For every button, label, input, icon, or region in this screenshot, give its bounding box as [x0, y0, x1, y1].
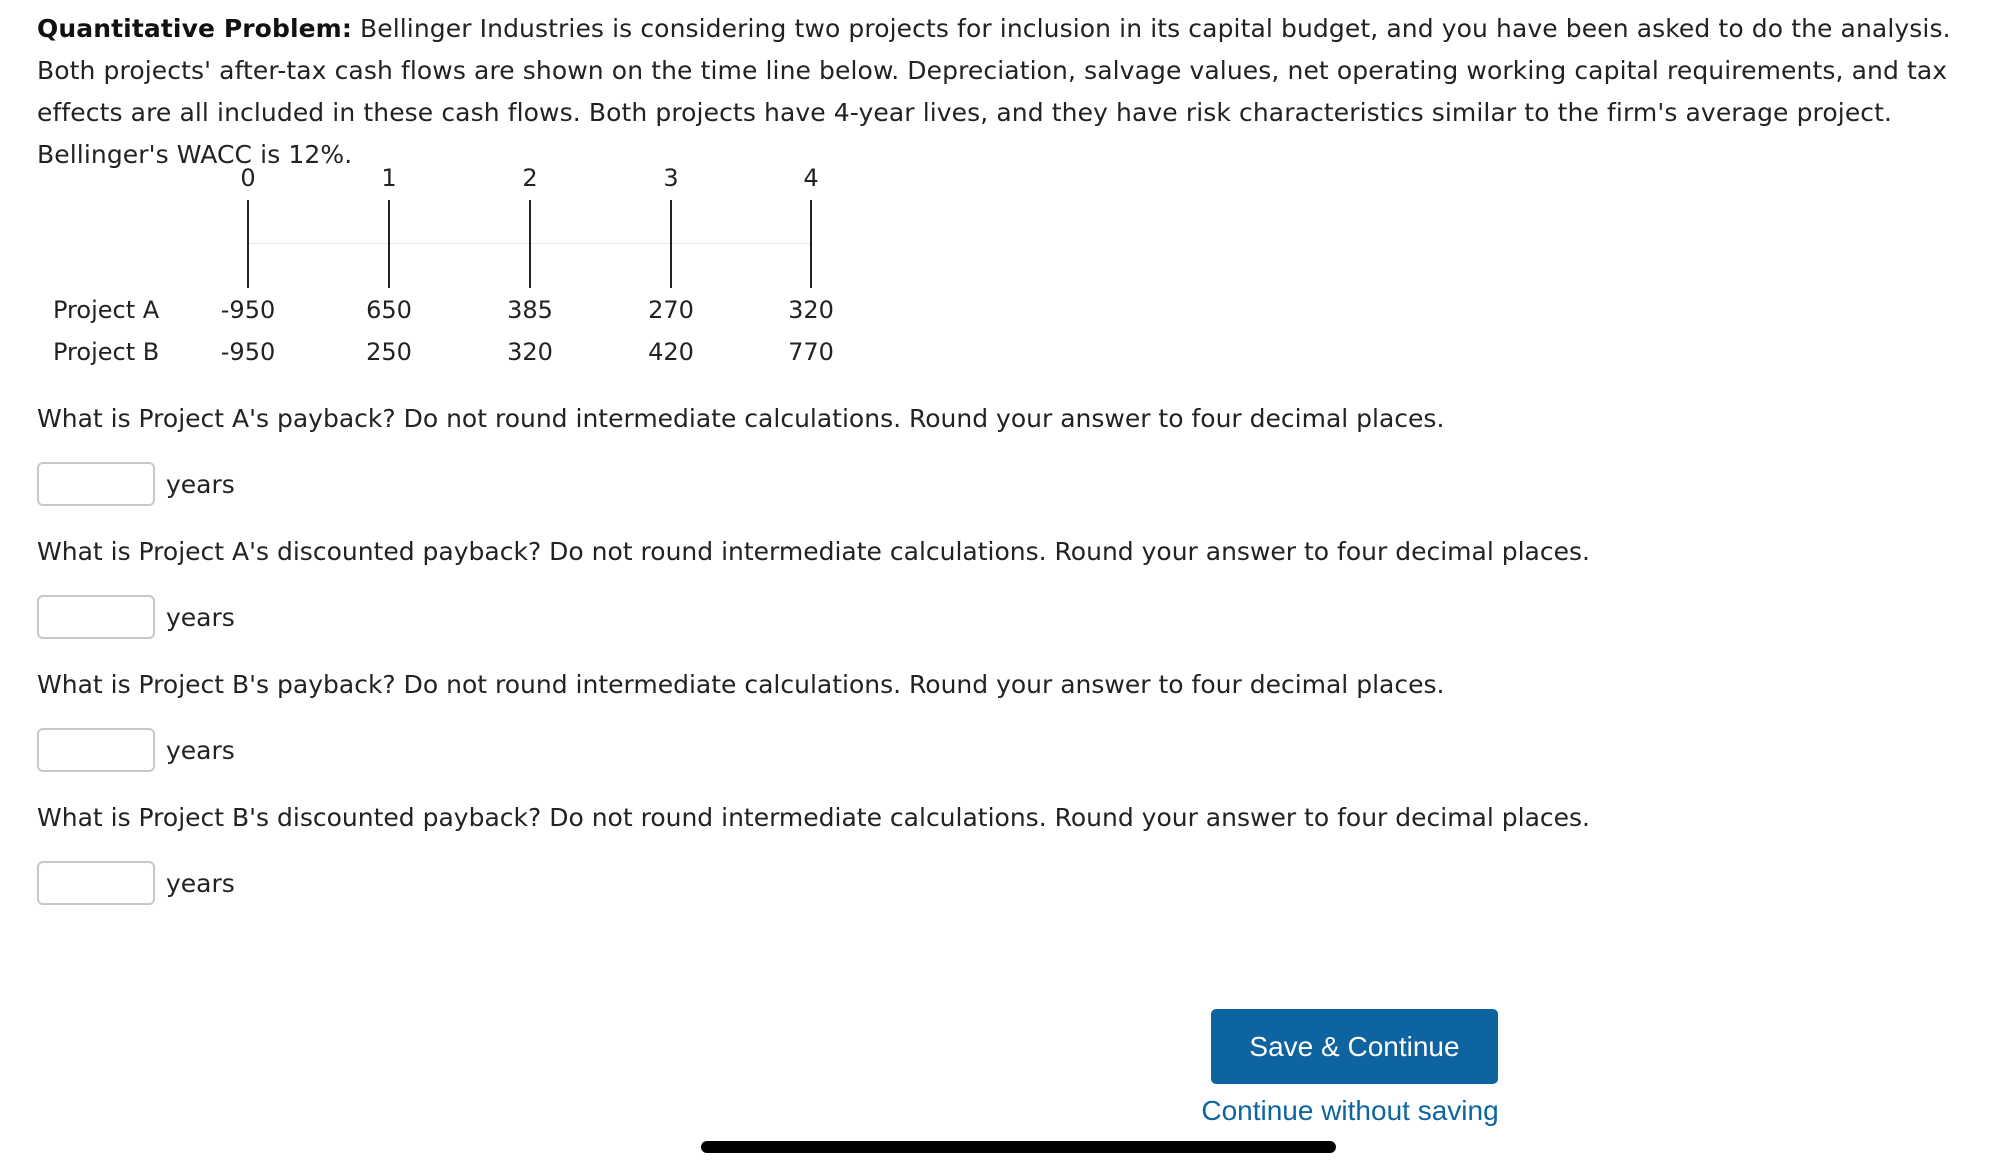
period-label-4: 4 — [803, 164, 819, 192]
period-tick-2 — [529, 200, 531, 288]
cash-flow-b-1: 250 — [366, 338, 412, 366]
question-a-payback: What is Project A's payback? Do not round intermediate calculations. Round your answer to four decimal places. — [37, 404, 1445, 433]
period-label-2: 2 — [522, 164, 538, 192]
cash-flow-a-3: 270 — [648, 296, 694, 324]
period-label-3: 3 — [663, 164, 679, 192]
period-tick-0 — [247, 200, 249, 288]
timeline-axis — [248, 243, 810, 244]
question-b-discounted-payback: What is Project B's discounted payback? Do not round intermediate calculations. Round your answer to four decimal places. — [37, 803, 1591, 832]
period-label-1: 1 — [381, 164, 397, 192]
answer-input-b-payback[interactable] — [37, 728, 155, 772]
save-and-continue-button[interactable]: Save & Continue — [1211, 1009, 1498, 1084]
cash-flow-a-1: 650 — [366, 296, 412, 324]
home-indicator-bar[interactable] — [701, 1141, 1336, 1153]
row-label-project-a: Project A — [53, 296, 160, 324]
problem-statement — [37, 8, 1987, 176]
period-tick-1 — [388, 200, 390, 288]
cash-flow-a-4: 320 — [788, 296, 834, 324]
cash-flow-a-2: 385 — [507, 296, 553, 324]
question-a-discounted-payback: What is Project A's discounted payback? Do not round intermediate calculations. Round your answer to four decimal places. — [37, 537, 1590, 566]
problem-heading: Quantitative Problem: — [37, 14, 352, 43]
unit-label: years — [166, 869, 235, 898]
cash-flow-b-3: 420 — [648, 338, 694, 366]
cash-flow-b-0: -950 — [220, 338, 276, 366]
problem-text: Bellinger Industries is considering two projects for inclusion in its capital budget, and you have been asked to do the analysis. Both projects' after-tax cash flows are shown on the time line below. Depreciation, salvage values, net operating working capital requirements, and tax effects are all included in these cash flows. Both projects have 4-year lives, and they have risk characteristics similar to the firm's average project. Bellinger's WACC is 12%. — [37, 14, 1951, 169]
answer-input-b-discounted-payback[interactable] — [37, 861, 155, 905]
continue-without-saving-link[interactable]: Continue without saving — [1201, 1095, 1499, 1126]
period-tick-4 — [810, 200, 812, 288]
row-label-project-b: Project B — [53, 338, 160, 366]
cash-flow-b-2: 320 — [507, 338, 553, 366]
unit-label: years — [166, 736, 235, 765]
period-label-0: 0 — [240, 164, 256, 192]
unit-label: years — [166, 470, 235, 499]
unit-label: years — [166, 603, 235, 632]
cash-flow-a-0: -950 — [220, 296, 276, 324]
answer-input-a-payback[interactable] — [37, 462, 155, 506]
answer-input-a-discounted-payback[interactable] — [37, 595, 155, 639]
cash-flow-b-4: 770 — [788, 338, 834, 366]
question-b-payback: What is Project B's payback? Do not round intermediate calculations. Round your answer to four decimal places. — [37, 670, 1445, 699]
period-tick-3 — [670, 200, 672, 288]
